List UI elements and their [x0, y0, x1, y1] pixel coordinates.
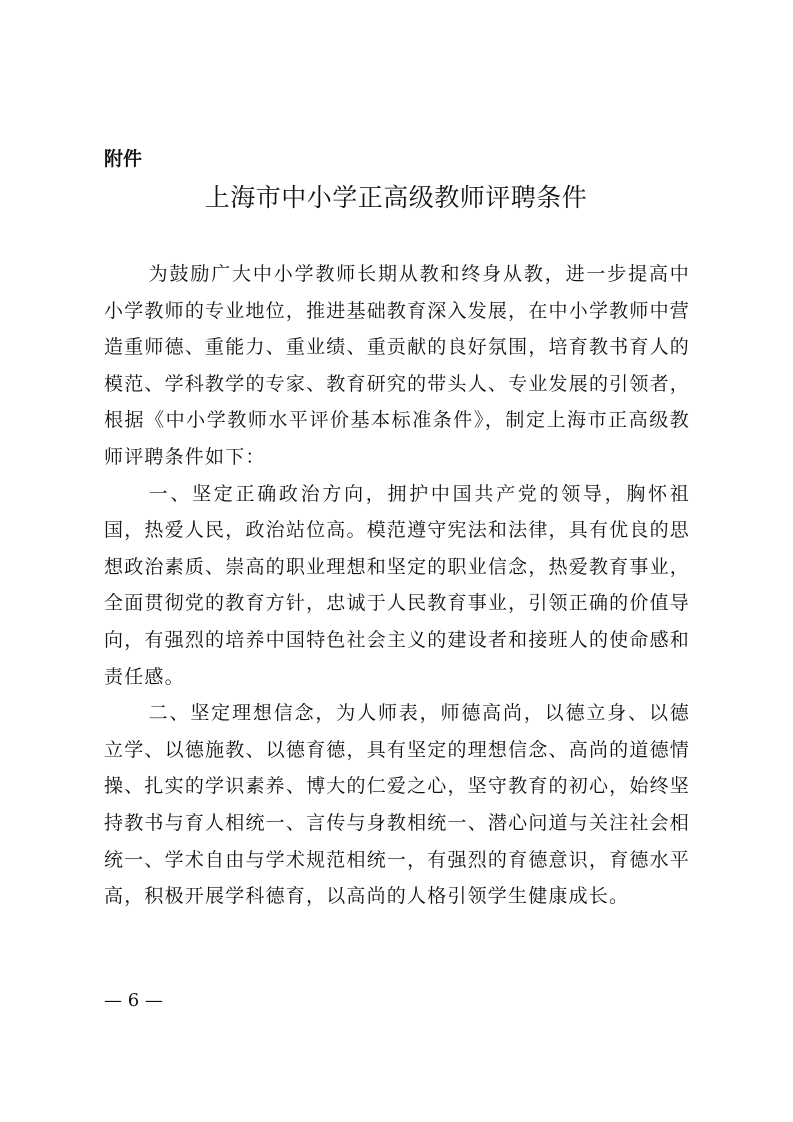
page-number: — 6 —: [104, 990, 163, 1011]
attachment-label: 附件: [104, 148, 143, 170]
intro-paragraph: 为鼓励广大中小学教师长期从教和终身从教，进一步提高中小学教师的专业地位，推进基础教育深入发展，在中小学教师中营造重师德、重能力、重业绩、重贡献的良好氛围，培育教书育人的模范、学科教学的专家、教育研究的带头人、专业发展的引领者，根据《中小学教师水平评价基本标准条件》，制定上海市正高级教师评聘条件如下：: [104, 263, 690, 468]
condition-paragraph-1: 一、坚定正确政治方向，拥护中国共产党的领导，胸怀祖国，热爱人民，政治站位高。模范遵守宪法和法律，具有优良的思想政治素质、崇高的职业理想和坚定的职业信念，热爱教育事业，全面贯彻党的教育方针，忠诚于人民教育事业，引领正确的价值导向，有强烈的培养中国特色社会主义的建设者和接班人的使命感和责任感。: [104, 482, 690, 688]
condition-paragraph-2: 二、坚定理想信念，为人师表，师德高尚，以德立身、以德立学、以德施教、以德育德，具有坚定的理想信念、高尚的道德情操、扎实的学识素养、博大的仁爱之心，坚守教育的初心，始终坚持教书与育人相统一、言传与身教相统一、潜心问道与关注社会相统一、学术自由与学术规范相统一，有强烈的育德意识，育德水平高，积极开展学科德育，以高尚的人格引领学生健康成长。: [104, 702, 690, 908]
document-title: 上海市中小学正高级教师评聘条件: [204, 183, 588, 212]
document-body: [104, 256, 690, 915]
